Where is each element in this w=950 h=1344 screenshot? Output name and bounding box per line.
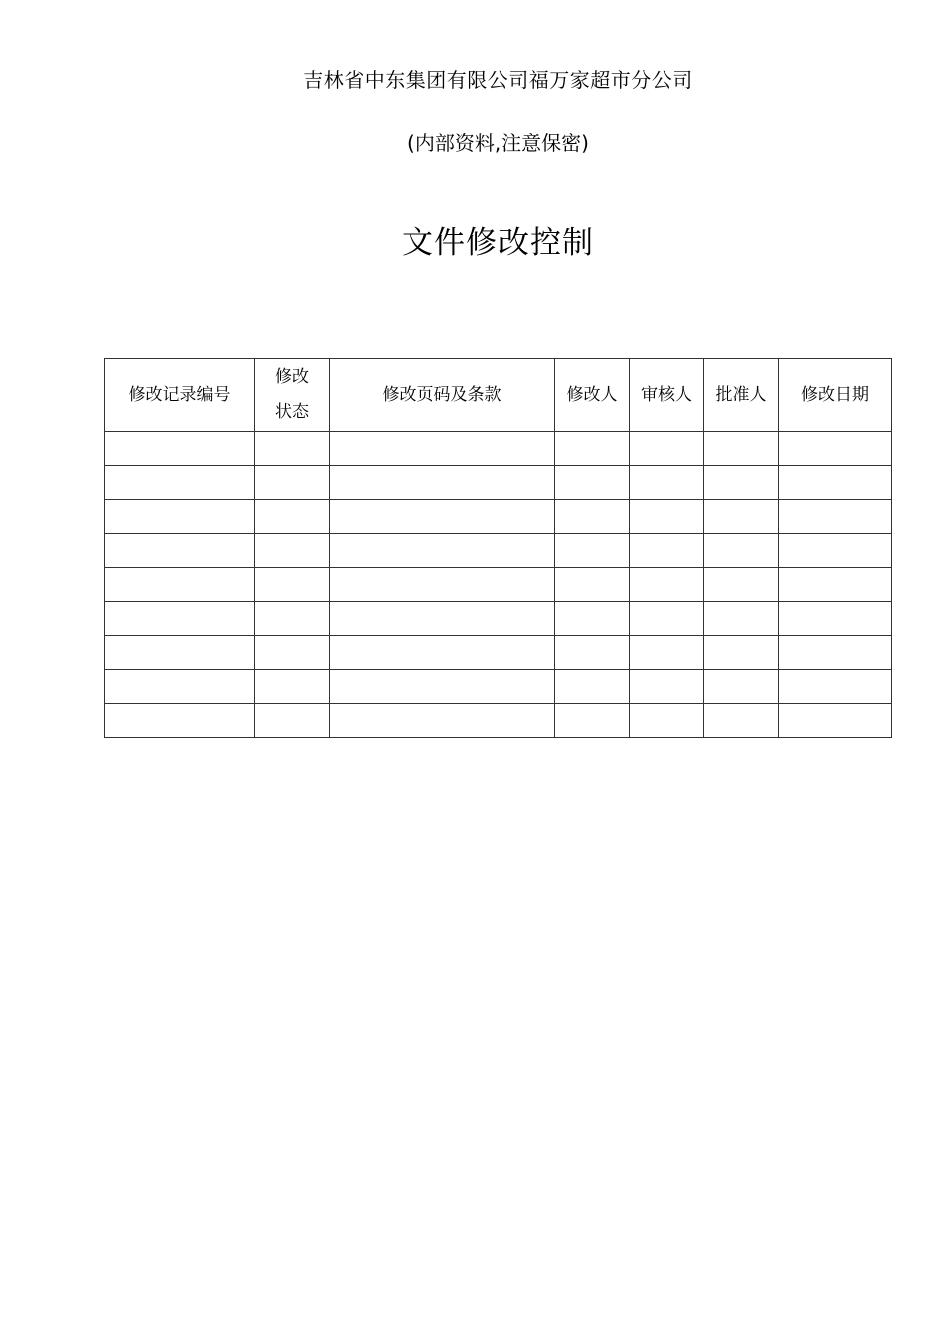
table-cell [330,534,555,568]
table-cell [630,466,704,500]
table-cell [255,466,330,500]
table-cell [704,670,779,704]
table-cell [555,500,630,534]
table-cell [105,670,255,704]
column-header-approver: 批准人 [704,359,779,432]
table-cell [105,568,255,602]
table-cell [630,636,704,670]
column-header-date: 修改日期 [779,359,892,432]
table-row [105,500,892,534]
table-cell [555,636,630,670]
table-row [105,704,892,738]
table-cell [779,534,892,568]
table-cell [255,602,330,636]
table-cell [255,670,330,704]
table-cell [555,670,630,704]
table-header-row [105,359,892,432]
table-cell [779,432,892,466]
table-cell [704,534,779,568]
table-cell [704,466,779,500]
table-cell [704,500,779,534]
table-cell [330,704,555,738]
table-cell [255,534,330,568]
table-cell [779,568,892,602]
table-row [105,670,892,704]
table-cell [704,432,779,466]
table-cell [330,670,555,704]
table-row [105,602,892,636]
table-cell [630,432,704,466]
company-name: 吉林省中东集团有限公司福万家超市分公司 [303,68,693,92]
table-cell [704,568,779,602]
table-cell [704,636,779,670]
table-cell [255,500,330,534]
table-cell [255,704,330,738]
table-cell [555,534,630,568]
revision-control-table [104,358,892,738]
table-cell [255,432,330,466]
table-cell [105,534,255,568]
table-cell [330,602,555,636]
table-cell [630,602,704,636]
table-cell [105,500,255,534]
table-cell [779,500,892,534]
table-cell [555,568,630,602]
document-title: 文件修改控制 [402,225,594,261]
column-header-reviewer: 审核人 [630,359,704,432]
table-cell [330,432,555,466]
table-cell [630,568,704,602]
table-cell [704,602,779,636]
table-cell [330,500,555,534]
table-cell [704,704,779,738]
table-cell [779,466,892,500]
table-cell [255,636,330,670]
column-header-status [255,359,330,432]
table-row [105,432,892,466]
table-cell [779,636,892,670]
table-row [105,636,892,670]
table-cell [555,602,630,636]
confidential-note: (内部资料,注意保密) [407,131,589,155]
table-cell [630,704,704,738]
table-cell [779,704,892,738]
table-cell [105,636,255,670]
table-cell [555,432,630,466]
column-header-record-number: 修改记录编号 [105,359,255,432]
column-header-pages-clauses: 修改页码及条款 [330,359,555,432]
table-cell [779,602,892,636]
table-cell [105,432,255,466]
table-cell [105,602,255,636]
table-cell [555,466,630,500]
table-cell [630,670,704,704]
table-row [105,534,892,568]
table-cell [779,670,892,704]
column-header-status-label: 修改状态 [275,367,309,422]
column-header-modifier: 修改人 [555,359,630,432]
table-cell [330,466,555,500]
table-row [105,466,892,500]
table-cell [630,534,704,568]
table-cell [555,704,630,738]
table-cell [255,568,330,602]
table-body [105,432,892,738]
table-cell [630,500,704,534]
table-cell [330,636,555,670]
table-cell [105,466,255,500]
table-row [105,568,892,602]
table-cell [105,704,255,738]
table-cell [330,568,555,602]
